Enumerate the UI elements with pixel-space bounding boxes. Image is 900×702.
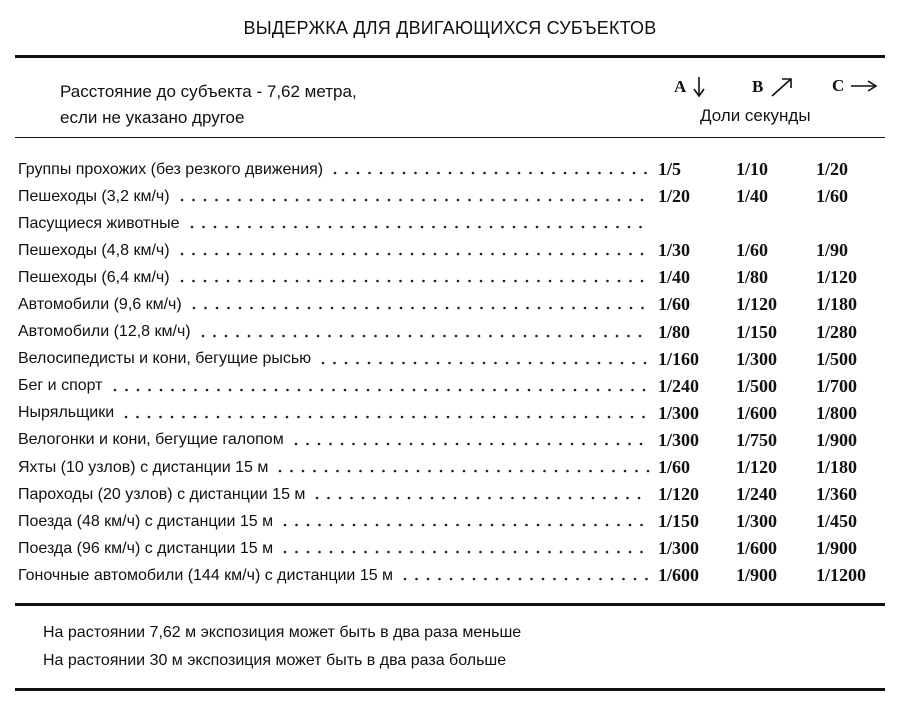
footnote-near: На растоянии 7,62 м экспозиция может быть в два раза меньше [43, 624, 522, 641]
value-b: 1/300 [736, 511, 778, 532]
row-label: Велосипедисты и кони, бегущие рысью [18, 350, 312, 368]
arrow-down-icon [692, 76, 706, 98]
dot-leader [18, 427, 658, 454]
table-row [18, 400, 888, 427]
column-header-c [832, 76, 878, 96]
table-row [18, 373, 888, 400]
value-b: 1/500 [736, 375, 778, 396]
value-c: 1/360 [816, 484, 858, 505]
table-row [18, 427, 888, 454]
value-c: 1/900 [816, 429, 858, 450]
value-c: 1/450 [816, 511, 858, 532]
table-row [18, 319, 888, 346]
value-c: 1/180 [816, 294, 858, 315]
value-a: 1/30 [658, 240, 691, 261]
dot-leader [18, 454, 658, 481]
table-row [18, 562, 888, 589]
dot-leader [18, 291, 658, 318]
value-a: 1/20 [658, 186, 691, 207]
bottom-rule [15, 688, 885, 691]
dot-leader [18, 264, 658, 291]
dot-leader [18, 400, 658, 427]
header-note-line-2: если не указано другое [60, 108, 245, 127]
column-b-label: B [752, 77, 764, 96]
table-row [18, 156, 888, 183]
row-label: Поезда (96 км/ч) с дистанции 15 м [18, 539, 274, 557]
value-a: 1/5 [658, 159, 682, 179]
footnote-far: На растоянии 30 м экспозиция может быть в два раза больше [43, 652, 507, 669]
table-row [18, 183, 888, 210]
arrow-right-icon [850, 78, 878, 94]
value-a: 1/300 [658, 538, 700, 559]
value-b: 1/240 [736, 484, 778, 505]
dot-leader [18, 156, 658, 183]
column-a-label: A [674, 77, 687, 96]
value-a: 1/80 [658, 321, 691, 342]
dot-leader [18, 535, 658, 562]
row-label: Поезда (48 км/ч) с дистанции 15 м [18, 512, 274, 530]
value-b: 1/120 [736, 294, 778, 315]
value-c: 1/500 [816, 348, 858, 369]
value-b: 1/900 [736, 565, 778, 586]
value-b: 1/600 [736, 402, 778, 423]
value-b: 1/60 [736, 240, 769, 261]
table-row [18, 346, 888, 373]
value-b: 1/80 [736, 267, 769, 288]
value-c: 1/120 [816, 267, 858, 288]
value-c: 1/700 [816, 375, 858, 396]
value-a: 1/300 [658, 429, 700, 450]
row-label: Пешеходы (3,2 км/ч) [18, 187, 170, 205]
dot-leader [18, 508, 658, 535]
exposure-table [18, 156, 888, 590]
value-a: 1/40 [658, 267, 691, 288]
value-a: 1/120 [658, 484, 700, 505]
column-c-label: C [832, 76, 845, 95]
row-label: Бег и спорт [18, 377, 103, 395]
dot-leader [18, 183, 658, 210]
value-b: 1/10 [736, 159, 769, 179]
value-a: 1/160 [658, 348, 700, 369]
value-a: 1/150 [658, 511, 700, 532]
value-c: 1/60 [816, 186, 849, 207]
value-a: 1/60 [658, 294, 691, 315]
dot-leader [18, 210, 658, 237]
row-label: Автомобили (12,8 км/ч) [18, 323, 191, 341]
value-a: 1/300 [658, 402, 700, 423]
units-label: Доли секунды [700, 106, 811, 125]
column-header-b [752, 76, 795, 98]
value-c: 1/1200 [816, 565, 867, 586]
value-c: 1/180 [816, 457, 858, 478]
row-label: Пешеходы (6,4 км/ч) [18, 268, 170, 286]
arrow-up-right-icon [769, 76, 795, 98]
value-b: 1/600 [736, 538, 778, 559]
value-a: 1/600 [658, 565, 700, 586]
row-label: Ныряльщики [18, 404, 115, 422]
table-row [18, 454, 888, 481]
dot-leader [18, 346, 658, 373]
dot-leader [18, 562, 658, 589]
row-label: Гоночные автомобили (144 км/ч) с дистанции 15 м [18, 566, 394, 584]
header-note-line-1: Расстояние до субъекта - 7,62 метра, [60, 82, 357, 101]
row-label: Яхты (10 узлов) с дистанции 15 м [18, 458, 269, 476]
table-row [18, 264, 888, 291]
table-row [18, 237, 888, 264]
value-c: 1/800 [816, 402, 858, 423]
value-c: 1/20 [816, 159, 849, 179]
header-rule [15, 137, 885, 138]
table-row [18, 210, 888, 237]
value-b: 1/120 [736, 457, 778, 478]
row-label: Пароходы (20 узлов) с дистанции 15 м [18, 485, 306, 503]
row-label: Пасущиеся животные [18, 214, 180, 232]
row-label: Автомобили (9,6 км/ч) [18, 296, 182, 314]
table-row [18, 508, 888, 535]
row-label: Пешеходы (4,8 км/ч) [18, 241, 170, 259]
value-c: 1/280 [816, 321, 858, 342]
page-title: ВЫДЕРЖКА ДЛЯ ДВИГАЮЩИХСЯ СУБЪЕКТОВ [243, 18, 657, 38]
table-bottom-rule [15, 603, 885, 606]
table-row [18, 481, 888, 508]
value-c: 1/900 [816, 538, 858, 559]
value-b: 1/750 [736, 429, 778, 450]
value-b: 1/300 [736, 348, 778, 369]
dot-leader [18, 237, 658, 264]
value-b: 1/40 [736, 186, 769, 207]
dot-leader [18, 481, 658, 508]
dot-leader [18, 373, 658, 400]
row-label: Велогонки и кони, бегущие галопом [18, 431, 284, 449]
value-b: 1/150 [736, 321, 778, 342]
value-a: 1/240 [658, 375, 700, 396]
table-row [18, 291, 888, 318]
row-label: Группы прохожих (без резкого движения) [18, 160, 324, 178]
top-rule [15, 55, 885, 58]
value-a: 1/60 [658, 457, 691, 478]
value-c: 1/90 [816, 240, 849, 261]
column-header-a [674, 76, 706, 98]
table-row [18, 535, 888, 562]
dot-leader [18, 319, 658, 346]
